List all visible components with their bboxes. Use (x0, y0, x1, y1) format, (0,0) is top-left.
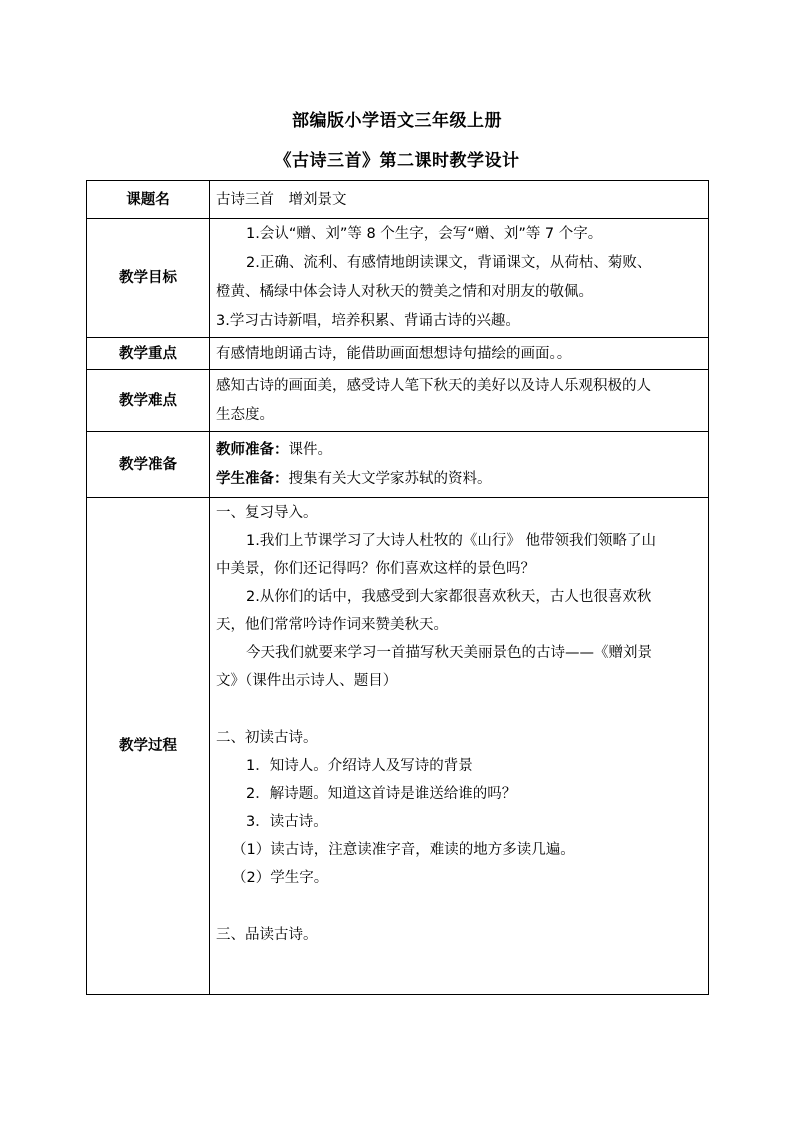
value-process (210, 498, 709, 995)
label-process: 教学过程 (87, 498, 210, 995)
process-line: 1.我们上节课学习了大诗人杜牧的《山行》 他带领我们领略了山 (246, 533, 656, 549)
row-preparation (87, 432, 709, 498)
student-preparation-value: 搜集有关大文学家苏轼的资料。 (288, 470, 492, 487)
process-line: 3．读古诗。 (246, 814, 328, 830)
process-line: 今天我们就要来学习一首描写秋天美丽景色的古诗——《赠刘景 (246, 645, 652, 661)
value-topic: 古诗三首 增刘景文 (210, 181, 709, 219)
process-line: 三、品读古诗。 (216, 927, 318, 943)
label-preparation: 教学准备 (87, 432, 210, 498)
blank-line (216, 892, 702, 921)
row-goals (87, 219, 709, 338)
process-line: 文》（课件出示诗人、题目） (216, 673, 398, 689)
value-difficulty (210, 370, 709, 432)
process-line: （1）读古诗，注意读准字音，难读的地方多读几遍。 (232, 842, 575, 858)
value-key-point: 有感情地朗诵古诗，能借助画面想想诗句描绘的画面。。 (210, 338, 709, 370)
process-line: 一、复习导入。 (216, 505, 318, 521)
goal-line: 橙黄、橘绿中体会诗人对秋天的赞美之情和对朋友的敬佩。 (216, 284, 593, 300)
goal-line: 1.会认“赠、刘”等 8 个生字，会写“赠、刘”等 7 个字。 (246, 226, 603, 242)
difficulty-line: 感知古诗的画面美，感受诗人笔下秋天的美好以及诗人乐观积极的人 (216, 377, 651, 394)
row-topic (87, 181, 709, 219)
lesson-plan-table (86, 180, 709, 995)
row-process (87, 498, 709, 995)
process-line: 2.从你们的话中，我感受到大家都很喜欢秋天，古人也很喜欢秋 (246, 589, 652, 605)
goal-line: 2.正确、流利、有感情地朗读课文，背诵课文，从荷枯、菊败、 (246, 255, 652, 271)
difficulty-line: 生态度。 (216, 406, 274, 423)
process-line: 中美景，你们还记得吗？你们喜欢这样的景色吗？ (216, 561, 535, 577)
process-line: （2）学生字。 (232, 870, 329, 886)
teacher-preparation-value: 课件。 (288, 441, 332, 458)
label-topic: 课题名 (87, 181, 210, 219)
process-line: 2．解诗题。知道这首诗是谁送给谁的吗？ (246, 786, 517, 802)
teacher-preparation (216, 436, 702, 465)
label-goals: 教学目标 (87, 219, 210, 338)
process-line: 天，他们常常吟诗作词来赞美秋天。 (216, 617, 448, 633)
student-preparation-label: 学生准备： (216, 470, 289, 487)
row-key-point (87, 338, 709, 370)
blank-line (216, 695, 702, 724)
label-difficulty: 教学难点 (87, 370, 210, 432)
label-key-point: 教学重点 (87, 338, 210, 370)
student-preparation (216, 465, 702, 494)
document-title: 部编版小学语文三年级上册 (292, 111, 502, 131)
process-line: 二、初读古诗。 (216, 730, 318, 746)
teacher-preparation-label: 教师准备： (216, 441, 289, 458)
value-preparation (210, 432, 709, 498)
value-goals (210, 219, 709, 338)
row-difficulty (87, 370, 709, 432)
document-subtitle: 《古诗三首》第二课时教学设计 (274, 151, 520, 171)
goal-line: 3.学习古诗新唱，培养积累、背诵古诗的兴趣。 (216, 313, 520, 329)
process-line: 1．知诗人。介绍诗人及写诗的背景 (246, 758, 473, 774)
